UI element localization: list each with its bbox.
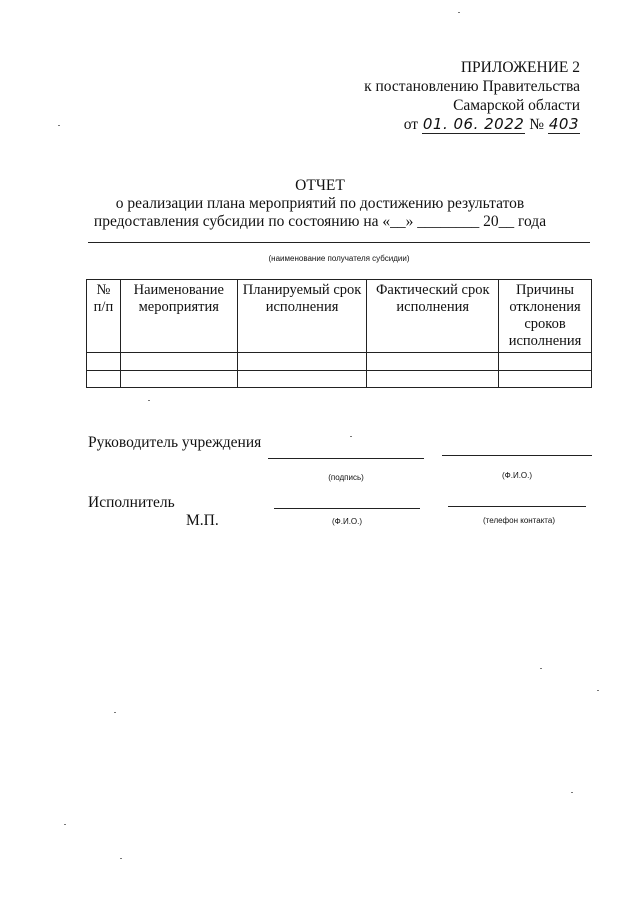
table-cell bbox=[87, 353, 121, 371]
table-cell bbox=[237, 353, 367, 371]
appendix-title: ПРИЛОЖЕНИЕ 2 bbox=[460, 59, 580, 76]
table-cell bbox=[499, 353, 592, 371]
phone-caption: (телефон контакта) bbox=[483, 516, 555, 525]
scan-speck bbox=[458, 12, 460, 13]
number-prefix: № bbox=[529, 116, 544, 133]
report-subtitle-1: о реализации плана мероприятий по достижению результатов bbox=[115, 195, 525, 212]
table-cell bbox=[87, 371, 121, 388]
scan-speck bbox=[120, 858, 122, 859]
executor-fio-line bbox=[274, 508, 420, 509]
head-fio-caption: (Ф.И.О.) bbox=[501, 471, 533, 480]
table-cell bbox=[367, 353, 499, 371]
head-fio-line bbox=[442, 455, 592, 456]
header-deviation-reasons: Причины отклонения сроков исполнения bbox=[499, 280, 592, 353]
appendix-line-1: к постановлению Правительства bbox=[364, 78, 580, 95]
scan-speck bbox=[540, 668, 542, 669]
header-actual-term: Фактический срок исполнения bbox=[367, 280, 499, 353]
scan-speck bbox=[148, 400, 150, 401]
handwritten-number: 403 bbox=[548, 115, 579, 133]
header-activity: Наименование мероприятия bbox=[120, 280, 237, 353]
appendix-block bbox=[362, 58, 580, 134]
table-cell bbox=[367, 371, 499, 388]
header-planned-term: Планируемый срок исполнения bbox=[237, 280, 367, 353]
table-cell bbox=[120, 371, 237, 388]
header-number: № п/п bbox=[87, 280, 121, 353]
head-label: Руководитель учреждения bbox=[88, 434, 262, 451]
report-title: ОТЧЕТ bbox=[295, 177, 345, 194]
report-subtitle-2: предоставления субсидии по состоянию на «__» ________ 20__ года bbox=[93, 213, 547, 230]
recipient-caption: (наименование получателя субсидии) bbox=[268, 254, 410, 263]
phone-line bbox=[448, 506, 586, 507]
scan-speck bbox=[571, 792, 573, 793]
scan-speck bbox=[64, 824, 66, 825]
executor-label: Исполнитель bbox=[88, 494, 175, 511]
executor-fio-caption: (Ф.И.О.) bbox=[331, 517, 363, 526]
appendix-date-line bbox=[362, 115, 580, 134]
table-header-row bbox=[87, 280, 592, 353]
appendix-line-2: Самарской области bbox=[453, 97, 580, 114]
scan-speck bbox=[114, 712, 116, 713]
scan-speck bbox=[350, 436, 352, 437]
table-cell bbox=[499, 371, 592, 388]
recipient-line bbox=[88, 242, 590, 243]
table-row bbox=[87, 353, 592, 371]
report-table bbox=[86, 279, 592, 388]
table-cell bbox=[237, 371, 367, 388]
date-prefix: от bbox=[403, 116, 419, 133]
table-cell bbox=[120, 353, 237, 371]
table-row bbox=[87, 371, 592, 388]
signature-caption: (подпись) bbox=[328, 473, 364, 482]
stamp-label: М.П. bbox=[186, 512, 219, 529]
handwritten-date: 01. 06. 2022 bbox=[422, 115, 525, 133]
signature-line bbox=[268, 458, 424, 459]
scan-speck bbox=[58, 125, 60, 126]
scan-speck bbox=[597, 690, 599, 691]
